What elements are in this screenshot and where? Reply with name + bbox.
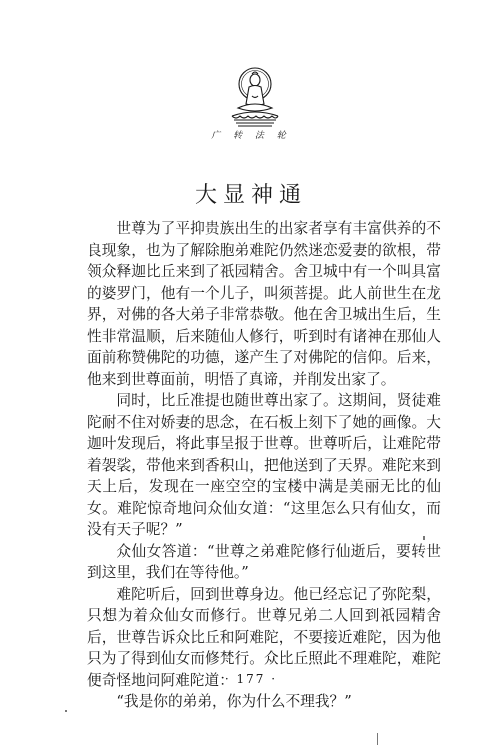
paragraph: 众仙女答道：“世尊之弟难陀修行仙逝后，要转世到这里，我们在等待他。”: [87, 542, 441, 581]
body-text: [87, 218, 441, 713]
page-title: 大显神通: [194, 183, 307, 208]
paragraph: 同时，比丘准提也随世尊出家了。这期间，贤徒难陀耐不住对娇妻的思念，在石板上刻下了她的画像。大迦叶发现后，将此事呈报于世尊。世尊听后，让难陀带着袈裟，带他来到香积山，把他送到了天界。难陀来到天上后，发现在一座空空的宝楼中满是美丽无比的仙女。难陀惊奇地问众仙女道：“这里怎么只有仙女，而没有天子呢？”: [87, 392, 441, 538]
header-label: 广 转 法 轮: [211, 131, 291, 141]
scan-speck: [423, 536, 425, 540]
paragraph: 难陀听后，回到世尊身边。他已经忘记了弥陀梨，只想为着众仙女而修行。世尊兄弟二人回到祇园精舍后，世尊告诉众比丘和阿难陀，不要接近难陀，因为他只为了得到仙女而修梵行。众比丘照此不理难陀，难陀便奇怪地问阿难陀道：: [87, 585, 441, 689]
paragraph: 世尊为了平抑贵族出生的出家者享有丰富供养的不良现象，也为了解除胞弟难陀仍然迷恋爱妻的欲根，带领众释迦比丘来到了祇园精舍。舍卫城中有一个叫具富的婆罗门，他有一个儿子，叫须菩提。此人前世生在龙界，对佛的各大弟子非常恭敬。他在舍卫城出生后，生性非常温顺，后来随仙人修行，听到时有诸神在那仙人面前称赞佛陀的功德，遂产生了对佛陀的信仰。后来，他来到世尊面前，明悟了真谛，并削发出家了。: [87, 220, 441, 388]
scan-line: [377, 733, 378, 745]
page-number: · 177 ·: [224, 672, 278, 686]
seated-buddha-icon: [226, 62, 284, 128]
paragraph: “我是你的弟弟，你为什么不理我？”: [116, 693, 352, 710]
scan-speck: [65, 710, 67, 712]
